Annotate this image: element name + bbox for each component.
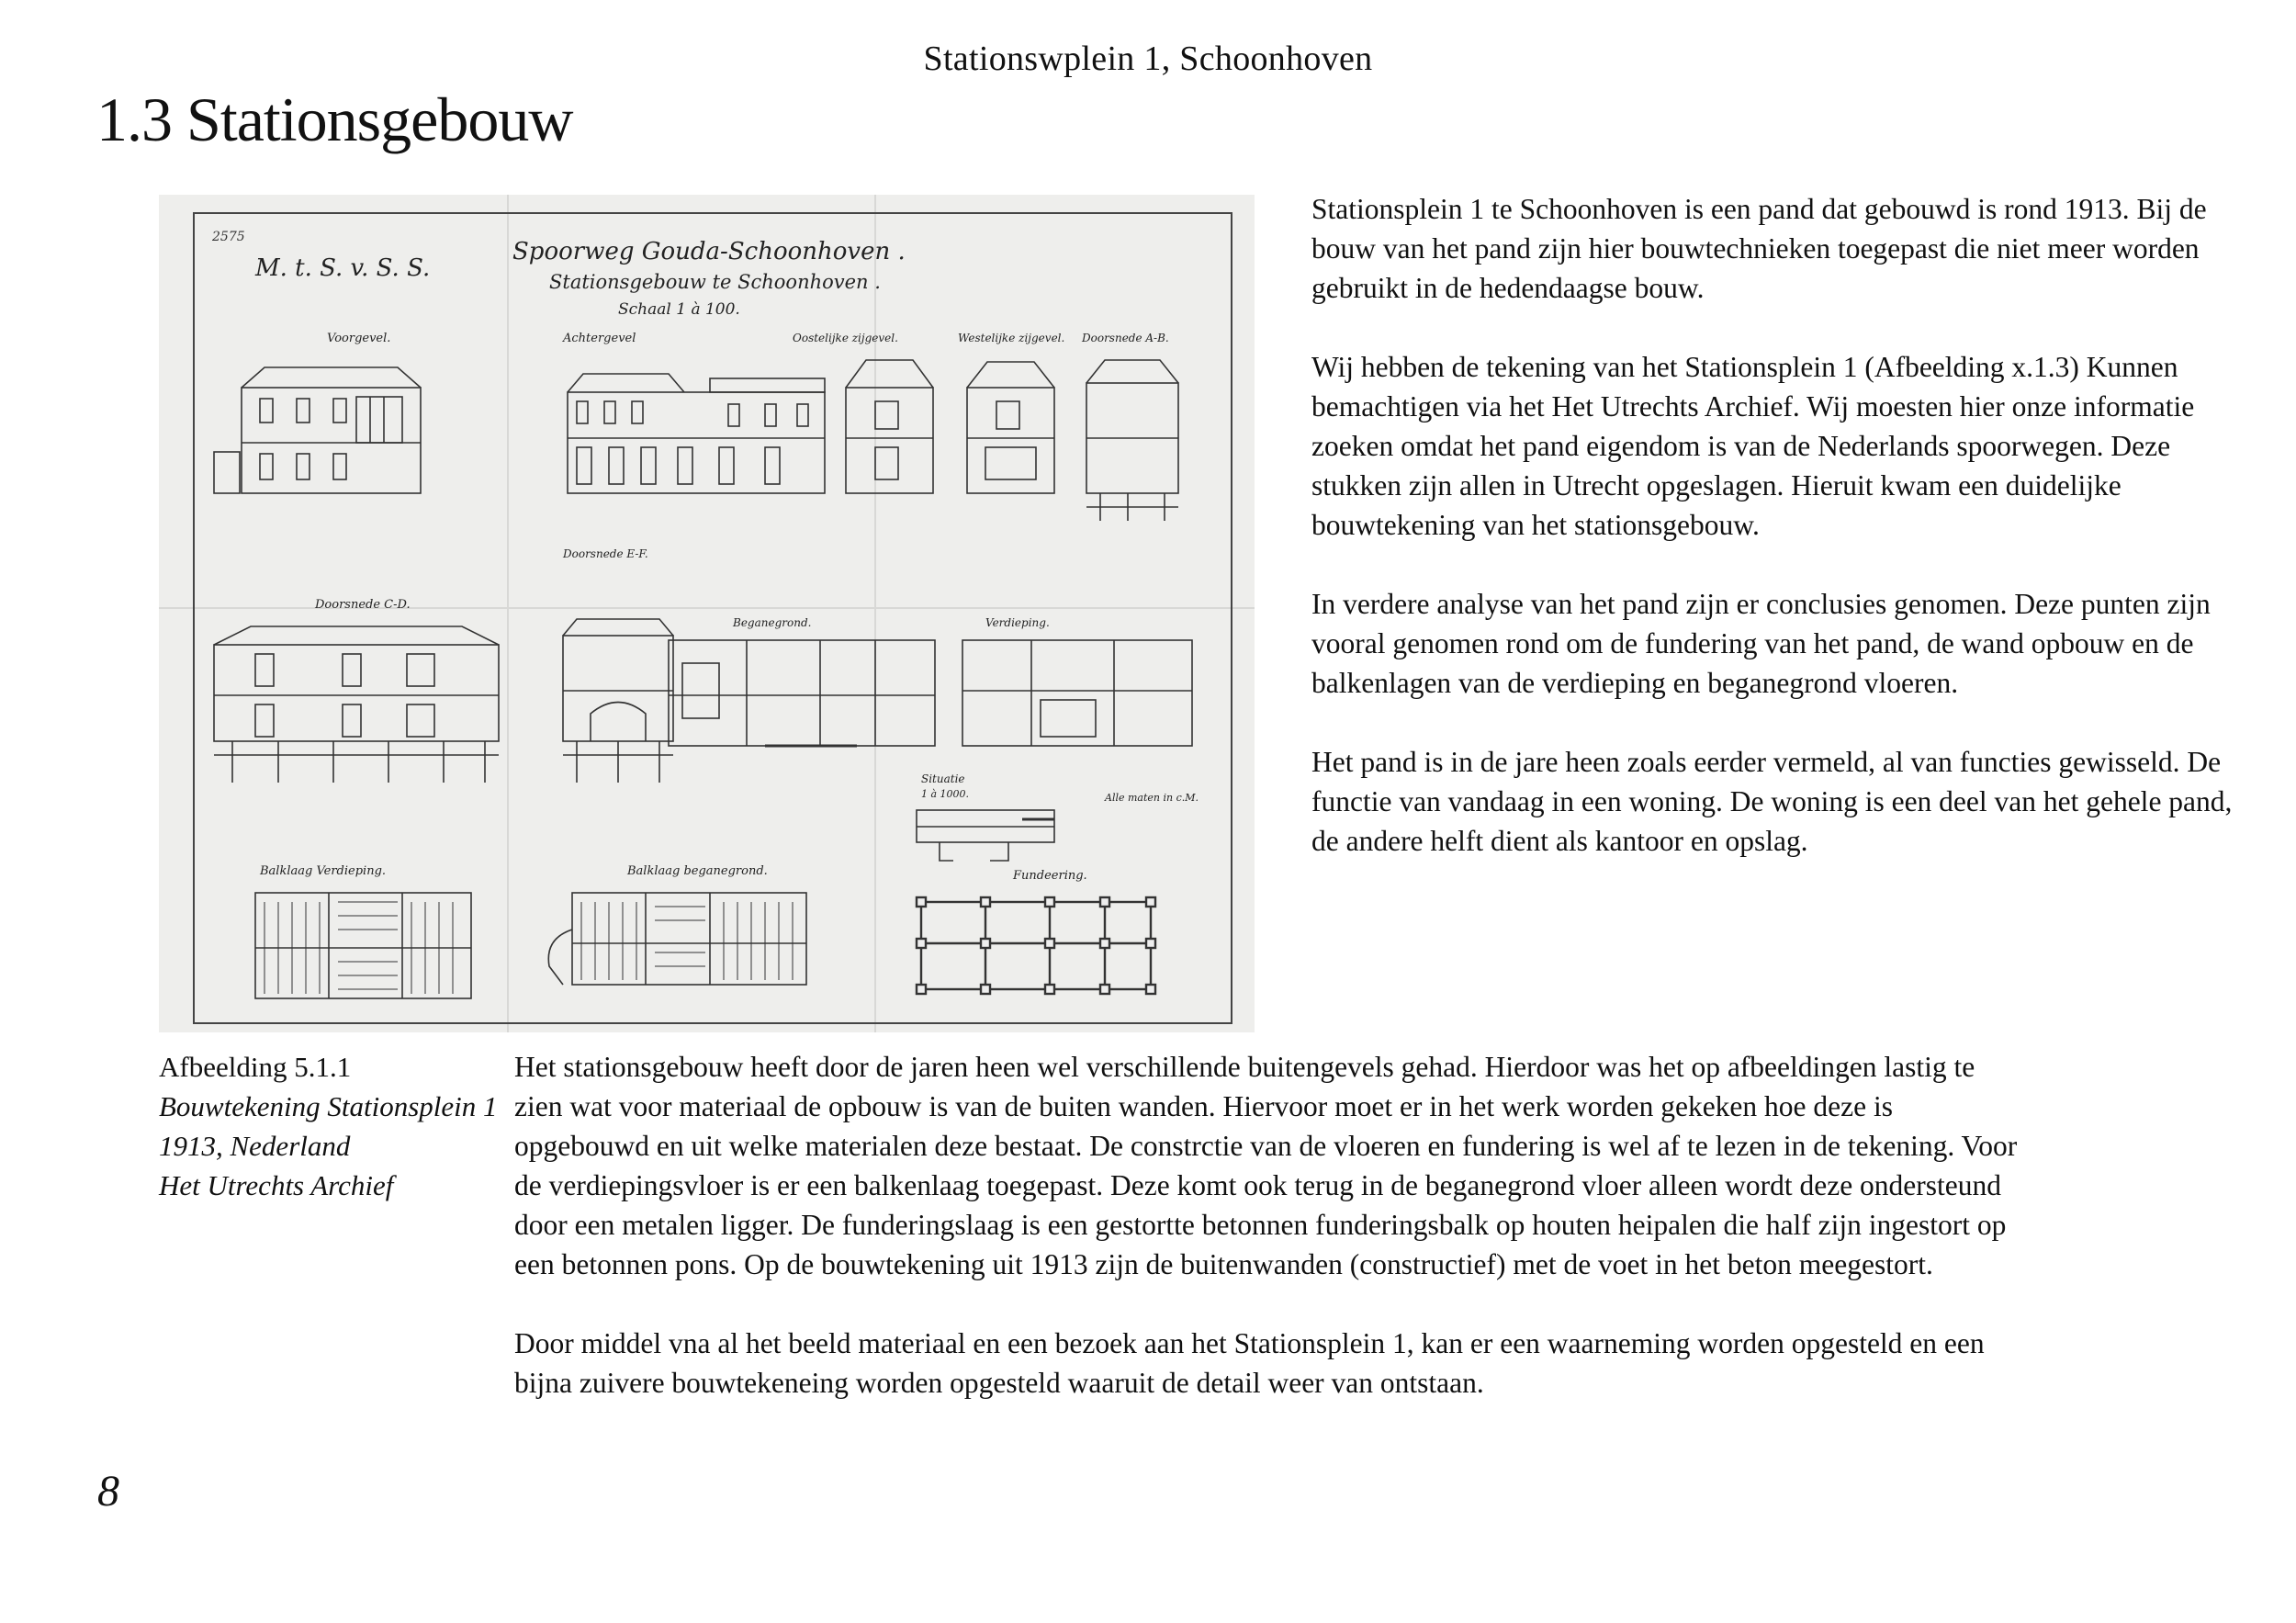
right-paragraph-2: Wij hebben de tekening van het Stationsplein 1 (Afbeelding x.1.3) Kunnen bemachtigen via het Het Utrechts Archief. Wij moesten hier onze informatie zoeken omdat het pand eigendom is van de Nederlands spoorwegen. Deze stukken zijn allen in Utrecht opgeslagen. Hieruit kwam een duidelijke bouwtekening van het stationsgebouw. — [1311, 351, 2195, 541]
bottom-text-column — [514, 1047, 2020, 1403]
label-oostelijke: Oostelijke zijgevel. — [793, 332, 898, 344]
caption-line-3: Het Utrechts Archief — [159, 1169, 394, 1201]
right-paragraph-4: Het pand is in de jare heen zoals eerder vermeld, al van functies gewisseld. De functie van vandaag in een woning. De woning is een deel van het gehele pand, de andere helft dient als kantoor en opslag. — [1311, 746, 2233, 857]
caption-line-1: Bouwtekening Stationsplein 1 — [159, 1090, 498, 1122]
bottom-paragraph-1: Het stationsgebouw heeft door de jaren heen wel verschillende buitengevels gehad. Hierdoor was het op afbeeldingen lastig te zien wat voor materiaal de opbouw is van de buiten wanden. Hiervoor moet er in het werk worden gekeken hoe deze is opgebouwd en uit welke materialen deze bestaat. De constrctie van de vloeren en fundering is wel af te lezen in de tekening. Voor de verdiepingsvloer is er een balkenlaag toegepast. Deze komt ook terug in de beganegrond vloer alleen wordt deze ondersteund door een metalen ligger. De funderingslaag is een gestortte betonnen funderingsbalk op houten heipalen die half zijn ingestort op een betonnen pons. Op de bouwtekening uit 1913 zijn de buitenwanden (constructief) met de voet in het beton meegestort. — [514, 1051, 2018, 1280]
figure-caption — [159, 1047, 508, 1205]
label-balklaag-verdieping: Balklaag Verdieping. — [260, 864, 387, 878]
label-doorsnede-ef: Doorsnede E-F. — [563, 547, 648, 560]
label-westelijke: Westelijke zijgevel. — [958, 332, 1065, 344]
caption-line-2: 1913, Nederland — [159, 1130, 351, 1162]
building-drawing-image — [159, 195, 1255, 1032]
label-doorsnede-ab: Doorsnede A-B. — [1082, 332, 1169, 344]
section-title: 1.3 Stationsgebouw — [96, 85, 573, 154]
right-paragraph-1: Stationsplein 1 te Schoonhoven is een pand dat gebouwd is rond 1913. Bij de bouw van het pand zijn hier bouwtechnieken toegepast die niet meer worden gebruikt in de hedendaagse bouw. — [1311, 193, 2207, 304]
label-voorgevel: Voorgevel. — [327, 332, 391, 345]
label-fundeering: Fundeering. — [1013, 869, 1087, 883]
label-verdieping: Verdieping. — [985, 616, 1050, 629]
page-number: 8 — [97, 1467, 119, 1516]
drawing-company: M. t. S. v. S. S. — [255, 254, 431, 282]
label-note: Alle maten in c.M. — [1105, 792, 1199, 804]
label-situatie: Situatie — [921, 772, 965, 785]
label-achtergevel: Achtergevel — [563, 332, 636, 345]
drawing-title-1: Spoorweg Gouda-Schoonhoven . — [512, 238, 906, 265]
label-situatie-scale: 1 à 1000. — [921, 788, 970, 800]
caption-label: Afbeelding 5.1.1 — [159, 1051, 352, 1083]
right-paragraph-3: In verdere analyse van het pand zijn er conclusies genomen. Deze punten zijn vooral genomen rond om de fundering van het pand, de wand opbouw en de balkenlagen van de verdieping en beganegrond vloeren. — [1311, 588, 2211, 699]
bottom-paragraph-2: Door middel vna al het beeld materiaal en een bezoek aan het Stationsplein 1, kan er een waarneming worden opgesteld en een bijna zuivere bouwtekeneing worden opgesteld waaruit de detail weer van ontstaan. — [514, 1327, 1985, 1399]
label-beganegrond: Beganegrond. — [733, 616, 812, 629]
drawing-number: 2575 — [212, 230, 245, 244]
page-header-title: Stationswplein 1, Schoonhoven — [923, 39, 1373, 78]
label-balklaag-beganegrond: Balklaag beganegrond. — [627, 864, 768, 878]
label-doorsnede-cd: Doorsnede C-D. — [315, 598, 411, 612]
drawing-title-2: Stationsgebouw te Schoonhoven . — [549, 271, 881, 293]
right-text-column — [1311, 189, 2239, 861]
drawing-scale: Schaal 1 à 100. — [618, 300, 740, 319]
